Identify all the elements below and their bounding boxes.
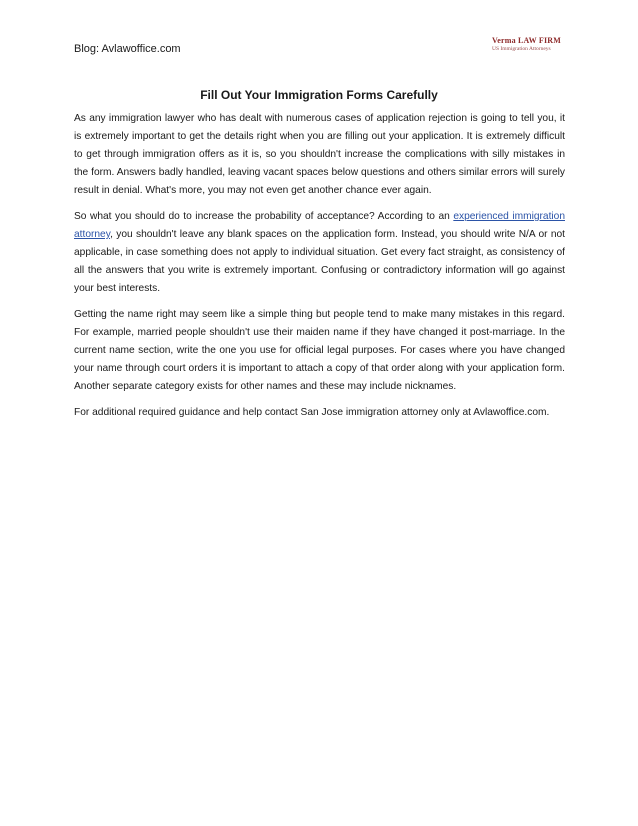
paragraph-4: For additional required guidance and help contact San Jose immigration attorney only at Avlawoffice.com. xyxy=(74,407,550,418)
logo-name: Verma LAW FIRM xyxy=(492,36,562,45)
paragraph-2-start: So what you should do to increase the probability of acceptance? According to an xyxy=(74,211,454,222)
article-body xyxy=(74,110,565,430)
experienced-attorney-link[interactable]: experienced immigration attorney xyxy=(74,211,565,240)
page-title: Fill Out Your Immigration Forms Carefully xyxy=(200,88,438,102)
paragraph-3: Getting the name right may seem like a simple thing but people tend to make many mistakes in this regard. For example, married people shouldn't use their maiden name if they have changed it post-marriage. In the current name section, write the one you use for official legal purposes. For cases where you have changed your name through court orders it is important to attach a copy of that order along with your application form. Another separate category exists for other names and these may include nicknames. xyxy=(74,309,565,392)
paragraph-1: As any immigration lawyer who has dealt with numerous cases of application rejection is going to tell you, it is extremely important to get the details right when you are filling out your application. It is extremely difficult to get through immigration offers as it is, so you shouldn't increase the complications with silly mistakes in the form. Answers badly handled, leaving vacant spaces below questions and others similar errors will surely result in denial. What's more, you may not even get another chance ever again. xyxy=(74,113,565,196)
paragraph-2 xyxy=(74,208,565,298)
firm-logo xyxy=(492,36,570,53)
paragraph-2-end: , you shouldn't leave any blank spaces on the application form. Instead, you should write N/A or not applicable, in case something does not apply to individual situation. Get every fact straight, as consistency of all the answers that you write is extremely important. Confusing or contradictory information will go against your best interests. xyxy=(74,229,565,294)
blog-header: Blog: Avlawoffice.com xyxy=(74,43,181,55)
logo-tagline: US Immigration Attorneys xyxy=(492,46,551,52)
